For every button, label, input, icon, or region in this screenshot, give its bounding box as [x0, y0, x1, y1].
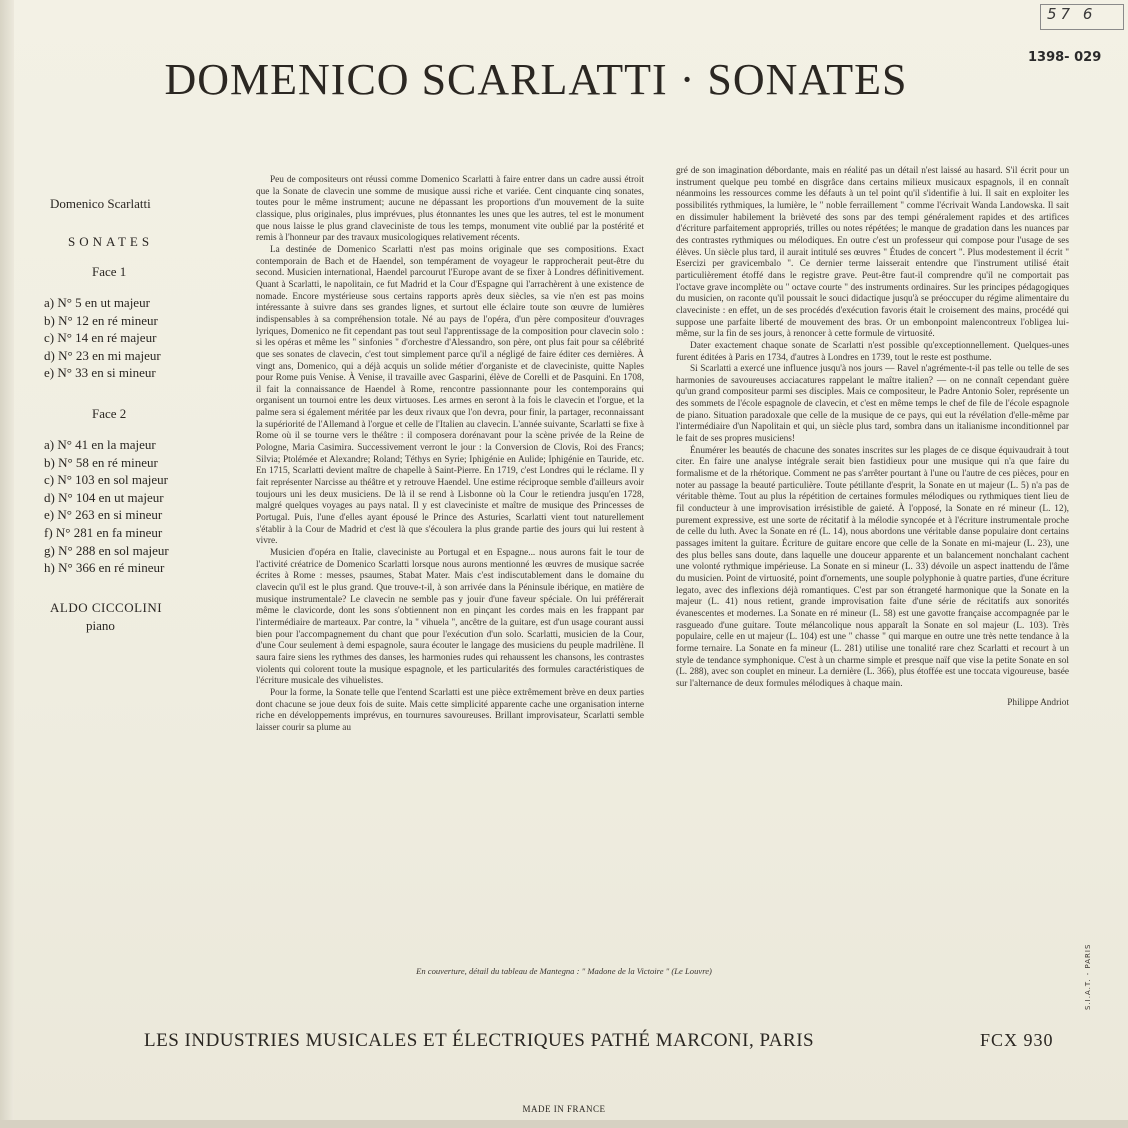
list-item: e) N° 33 en si mineur — [44, 365, 156, 381]
liner-paragraph: Pour la forme, la Sonate telle que l'entend Scarlatti est une pièce extrêmement brève en deux parties dont chacune se joue deux fois de suite. Mais cette simplicité apparente cache une organisation interne riche en développements imprévus, en tournures savoureuses. Brillant improvisateur, Scarlatti semble laisser courir sa plume au — [256, 687, 644, 733]
list-item: b) N° 58 en ré mineur — [44, 454, 158, 470]
list-item: c) N° 103 en sol majeur — [44, 472, 168, 488]
sleeve-edge-left — [0, 0, 14, 1128]
liner-paragraph: gré de son imagination débordante, mais en réalité pas un détail n'est laissé au hasard. S'il écrit pour un instrument quelque peu tombé en disgrâce dans certains milieux musicaux espagnols, il en connaît néanmoins les ressources comme les défauts à un tel point qu'il s'identifie à lui. Il sait en exploiter les possibilités rythmiques, la lumière, le " noble ferraillement " comme l'écrivait Wanda Landowska. Il sait en dissimuler habilement la brièveté des sons par des tempi généralement rapides et des artifices d'écriture parfaitement appropriés, trilles ou notes répétées; le manque de gradation dans les nuances par des contrastes rythmiques ou mélodiques. En outre c'est un professeur qui compose pour l'usage de ses élèves. Un siècle plus tard, il aurait intitulé ses œuvres " Études de concert ". Plus modestement il écrit " Esercizi per gravicembalo ". Ce dernier terme laisserait entendre que l'instrument utilisé était particulièrement étoffé dans le registre grave. Peut-être faut-il comprendre qu'il ne comportait pas l'octave grave incomplète ou " octave courte " des instruments ordinaires. Sur les principes pédagogiques du musicien, on raconte qu'il poussait le souci didactique jusqu'à se préoccuper du régime alimentaire du claveciniste : en effet, un de ses procédés d'exécution favoris était le croisement des mains, procédé qui suppose une parfaite liberté de mouvement des bras. Or un embonpoint malencontreux l'obligea lui-même, sur la fin de ses jours, à renoncer à cette formule de virtuosité. — [676, 166, 1069, 340]
list-item: d) N° 23 en mi majeur — [44, 347, 161, 363]
author-signature: Philippe Andriot — [1007, 697, 1069, 708]
catalog-stamp: 1398- 029 — [1028, 50, 1102, 65]
work-title: SONATES — [68, 234, 154, 249]
performer-name: ALDO CICCOLINI — [50, 600, 163, 615]
cover-caption: En couverture, détail du tableau de Mantegna : " Madone de la Victoire " (Le Louvre) — [416, 966, 712, 976]
list-item: d) N° 104 en ut majeur — [44, 489, 164, 505]
liner-notes-column-right — [676, 166, 1069, 709]
list-item: c) N° 14 en ré majeur — [44, 330, 157, 346]
printer-credit: S.I.A.T. - PARIS — [1084, 943, 1092, 1010]
liner-paragraph: Dater exactement chaque sonate de Scarlatti n'est possible qu'exceptionnellement. Quelques-unes furent éditées à Paris en 1734, d'autres à Londres en 1739, tout le reste est posthume. — [676, 340, 1069, 363]
liner-paragraph: Si Scarlatti a exercé une influence jusqu'à nos jours — Ravel n'agrémente-t-il pas telle ou telle de ses harmonies de savoureuses acciacatures rappelant le maître italien? — on ne connaît cependant guère qu'un grand compositeur parmi ses disciples. Mais ce compositeur, le Padre Antonio Soler, représente un des sommets de l'école espagnole de clavecin, et c'est en même temps le chef de file de l'école espagnole de piano. Situation paradoxale que celle de la musique de ce pays, qui eut la révélation d'elle-même par l'intermédiaire d'un Napolitain et qui, un siècle plus tard, sombra dans un italianisme inconditionnel par le fait de ses propres musiciens! — [676, 364, 1069, 445]
list-item: f) N° 281 en fa mineur — [44, 524, 163, 540]
list-item: a) N° 41 en la majeur — [44, 437, 156, 452]
catalog-number: FCX 930 — [980, 1030, 1054, 1050]
list-item: g) N° 288 en sol majeur — [44, 542, 169, 558]
list-item: a) N° 5 en ut majeur — [44, 295, 150, 310]
composer-name: Domenico Scarlatti — [50, 196, 151, 211]
list-item: e) N° 263 en si mineur — [44, 507, 163, 523]
face-1-list — [44, 294, 161, 382]
page-title: DOMENICO SCARLATTI · SONATES — [164, 55, 908, 104]
liner-paragraph: Peu de compositeurs ont réussi comme Domenico Scarlatti à faire entrer dans un cadre aussi étroit que la Sonate de clavecin une somme de musique aussi riche et variée. Cent cinquante cinq sonates, toutes pour le même instrument; aucune ne dépassant les proportions d'un mouvement de la suite classique, plus originales, plus imprévues, plus étonnantes les unes que les autres, tel est le monument que nous laisse le plus grand claveciniste de tous les temps, monument vite oublié par la postérité et remis à l'honneur par des travaux musicologiques relativement récents. — [256, 175, 644, 244]
list-item: h) N° 366 en ré mineur — [44, 560, 165, 576]
liner-notes-column-left — [256, 175, 644, 735]
performer-instrument: piano — [86, 618, 115, 633]
list-item: b) N° 12 en ré mineur — [44, 312, 158, 328]
liner-paragraph: Énumérer les beautés de chacune des sonates inscrites sur les plages de ce disque équivaudrait à tout citer. En faire une analyse intégrale serait bien fastidieux pour une musique qui n'a que faire du formalisme et de la rhétorique. Comment ne pas s'arrêter pourtant à l'une ou l'autre de ces pièces, pour en noter au passage la beauté particulière. Toute pétillante d'esprit, la Sonate en ut majeur (L. 5) n'a pas de véritable thème. Tout au plus la répétition de certaines formules mélodiques ou rythmiques tient lieu de fil conducteur à une improvisation irrésistible de gaieté. À l'opposé, la Sonate en ré mineur (L. 12), purement expressive, est une sorte de récitatif à la mélodie syncopée et à l'écriture instrumentale proche de celle du luth. Avec la Sonate en ré (L. 14), nous abordons une véritable danse populaire dont certains passages imitent la guitare. Écriture de guitare encore que celle de la Sonate en mi-majeur (L. 23), une des plus belles sans doute, dans laquelle une douceur apparente et un balancement nonchalant cachent une volonté rythmique impérieuse. La Sonate en si mineur (L. 33) dévoile un aspect inattendu de l'âme du musicien. Point de virtuosité, point d'ornements, une souple polyphonie à quatre parties, d'une écriture legato, avec des inflexions déjà romantiques. C'est par son étrangeté harmonique que la Sonate en la majeur (L. 41) nous retient, grande improvisation faite d'une série de récitatifs aux sonorités évanescentes et modernes. La Sonate en ré mineur (L. 58) est une gavotte française accompagnée par le rasgueado d'une guitare. Toute mélancolique nous apparaît la Sonate en sol majeur (L. 103). Très populaire, celle en ut majeur (L. 104) est une " chasse " qui marque en outre une très nette tendance à la forme ternaire. La Sonate en fa mineur (L. 281) utilise une tonalité rare chez Scarlatti et recourt à un style de tendance symphonique. C'est à un charme simple et presque naïf que vise la petite Sonate en sol (L. 288), avec son couplet en mineur. La dernière (L. 366), plus étoffée est une toccata vigoureuse, basée sur l'alternance de deux formules mélodiques à chaque main. — [676, 445, 1069, 689]
liner-paragraph: La destinée de Domenico Scarlatti n'est pas moins originale que ses compositions. Exact contemporain de Bach et de Haendel, son tempérament de voyageur le rapprocherait peut-être du second. Musicien international, Haendel parcourut l'Europe avant de se fixer à Londres définitivement. Quant à Scarlatti, le napolitain, ce fut Madrid et la Cour d'Espagne qui l'arrachèrent à une existence de nomade. Encore mystérieuse sous certains rapports après deux siècles, sa vie n'en est pas moins intéressante à suivre dans ses grandes lignes, et surtout elle éclaire toute son œuvre de lumières indispensables à sa compréhension totale. Né au pays de l'opéra, d'un père compositeur d'ouvrages lyriques, Domenico ne fit cependant pas tout seul l'apprentissage de la composition pour clavecin solo : si les opéras et même les " sinfonies " d'orchestre d'Alessandro, son père, ont plus fait pour sa célébrité que ses sonates de clavecin, c'est tout simplement parce qu'il a négligé de faire éditer ces dernières. À vingt ans, Domenico, qui a déjà acquis un solide métier d'organiste et de claveciniste, quitte Naples pour Rome puis Venise. À Venise, il travaille avec Gasparini, élève de Corelli et de Pasquini. En 1708, il fait la connaissance de Haendel à Rome, rencontre passionnante pour les contemporains qui organisent un tournoi entre les deux virtuoses. Les armes en seront à la fois le clavecin et l'orgue, et la palme sera si également méritée par les deux rivaux que l'on devra, pour finir, la partager, reconnaissant la supériorité de l'Allemand à l'orgue et celle de l'Italien au clavecin. L'année suivante, Scarlatti se fixe à Rome où il se tourne vers le théâtre : il composera dorénavant pour la scène privée de la Reine de Pologne, Maria Casimira. Successivement verront le jour : la Conversion de Clovis, Roi des Francs; Silvia; Ptolémée et Alexandre; Roland; Téthys en Syrie; Iphigénie en Aulide; Iphigénie en Tauride, etc. En 1715, Scarlatti devient maître de chapelle à Saint-Pierre. En 1719, c'est Londres qui le réclame. Il y fait représenter Narcisse au théâtre et y retrouve Haendel. Une estime réciproque semble d'ailleurs avoir toujours uni les deux musiciens. De là il se rend à Lisbonne où la Cour le retiendra jusqu'en 1728, malgré quelques voyages au pays natal. Il y est claveciniste et maître de musique des Princesses de Portugal. Puis, l'une d'elles ayant épousé le Prince des Asturies, Scarlatti vient tout naturellement s'établir à la Cour de Madrid et c'est là que s'écoulera la plus grande partie des jours qui lui restent à vivre. — [256, 244, 644, 547]
handwritten-catalog-mark: 57 6 — [1040, 4, 1124, 30]
liner-paragraph: Musicien d'opéra en Italie, claveciniste au Portugal et en Espagne... nous aurons fait le tour de l'activité créatrice de Domenico Scarlatti lorsque nous aurons mentionné les œuvres de musique sacrée écrites à Rome : messes, psaumes, Stabat Mater. Mais c'est indiscutablement dans le domaine du clavecin qu'il est le plus grand. Que trouve-t-il, à son arrivée dans la Péninsule ibérique, en matière de musique instrumentale? Le clavecin ne semble pas y jouir d'une faveur spéciale. On lui préférerait même le clavicorde, dont les sons s'obtiennent non en pinçant les cordes mais en les frappant par l'intermédiaire de marteaux. Par contre, la " vihuela ", ancêtre de la guitare, est d'un usage courant aussi bien pour l'accompagnement du chant que pour l'exécution d'un solo. Scarlatti, musicien de la Cour, d'une Cour seulement à demi espagnole, saura écouter le langage des musiciens du peuple madrilène. Il saura faire siens les rythmes des danses, les harmonies rudes qui rehaussent les chansons, les contrastes violents qui colorent toute la musique espagnole, et les particularités des formules caractéristiques de l'écriture musicale des vihuelistes. — [256, 548, 644, 687]
face-1-label: Face 1 — [92, 264, 127, 279]
face-2-list — [44, 436, 169, 577]
face-2-label: Face 2 — [92, 406, 127, 421]
made-in-label: MADE IN FRANCE — [522, 1104, 606, 1114]
publisher-name: LES INDUSTRIES MUSICALES ET ÉLECTRIQUES PATHÉ MARCONI, PARIS — [144, 1030, 815, 1051]
sleeve-edge-bottom — [0, 1120, 1128, 1128]
